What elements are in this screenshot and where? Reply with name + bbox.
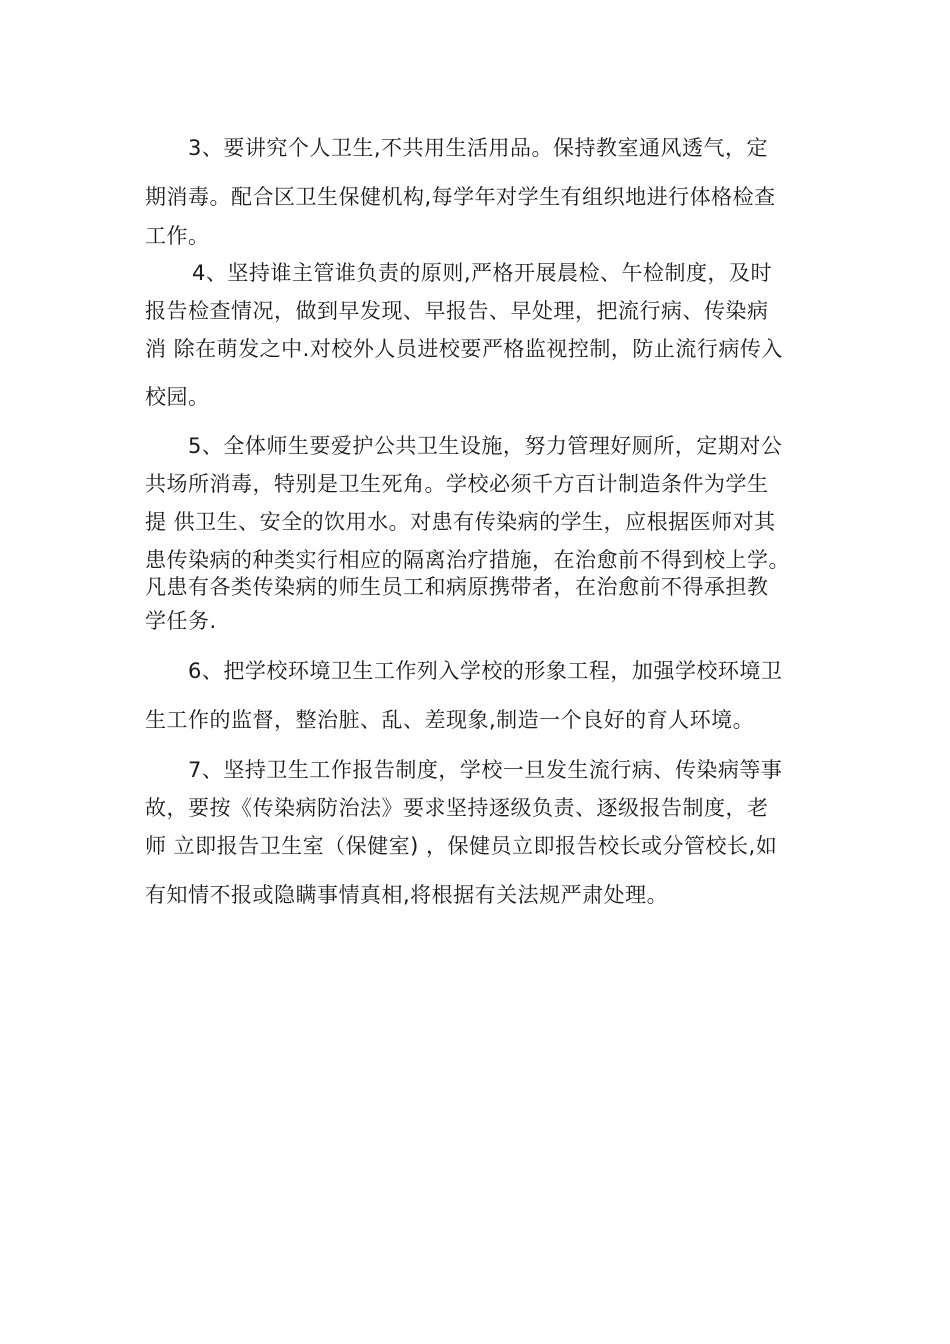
paragraph-3-line-2: 期消毒。配合区卫生保健机构,每学年对学生有组织地进行体格检查: [145, 185, 776, 209]
paragraph-3-line-1: 3、要讲究个人卫生,不共用生活用品。保持教室通风透气，定: [188, 136, 769, 160]
paragraph-4-line-3: 消 除在萌发之中.对校外人员进校要严格监视控制，防止流行病传入: [145, 337, 783, 361]
paragraph-4-line-1: 4、坚持谁主管谁负责的原则,严格开展晨检、午检制度，及时: [192, 261, 773, 285]
paragraph-5-line-2: 共场所消毒，特别是卫生死角。学校必须千方百计制造条件为学生: [145, 472, 769, 496]
paragraph-5-line-4: 患传染病的种类实行相应的隔离治疗措施，在治愈前不得到校上学。: [145, 548, 790, 572]
paragraph-5-line-5: 凡患有各类传染病的师生员工和病原携带者，在治愈前不得承担教: [145, 575, 769, 599]
paragraph-5-line-3: 提 供卫生、安全的饮用水。对患有传染病的学生，应根据医师对其: [145, 510, 776, 534]
paragraph-6-line-1: 6、把学校环境卫生工作列入学校的形象工程，加强学校环境卫: [188, 659, 783, 683]
paragraph-3-line-3: 工作。: [145, 224, 210, 248]
paragraph-5-line-6: 学任务.: [145, 609, 217, 633]
paragraph-7-line-3: 师 立即报告卫生室（保健室) ，保健员立即报告校长或分管校长,如: [145, 834, 778, 858]
paragraph-7-line-4: 有知情不报或隐瞒事情真相,将根据有关法规严肃处理。: [145, 883, 669, 907]
paragraph-7-line-2: 故，要按《传染病防治法》要求坚持逐级负责、逐级报告制度，老: [145, 796, 769, 820]
paragraph-4-line-4: 校园。: [145, 385, 210, 409]
paragraph-5-line-1: 5、全体师生要爱护公共卫生设施，努力管理好厕所，定期对公: [188, 434, 783, 458]
paragraph-4-line-2: 报告检查情况，做到早发现、早报告、早处理，把流行病、传染病: [145, 299, 769, 323]
paragraph-7-line-1: 7、坚持卫生工作报告制度，学校一旦发生流行病、传染病等事: [188, 758, 783, 782]
paragraph-6-line-2: 生工作的监督，整治脏、乱、差现象,制造一个良好的育人环境。: [145, 708, 755, 732]
